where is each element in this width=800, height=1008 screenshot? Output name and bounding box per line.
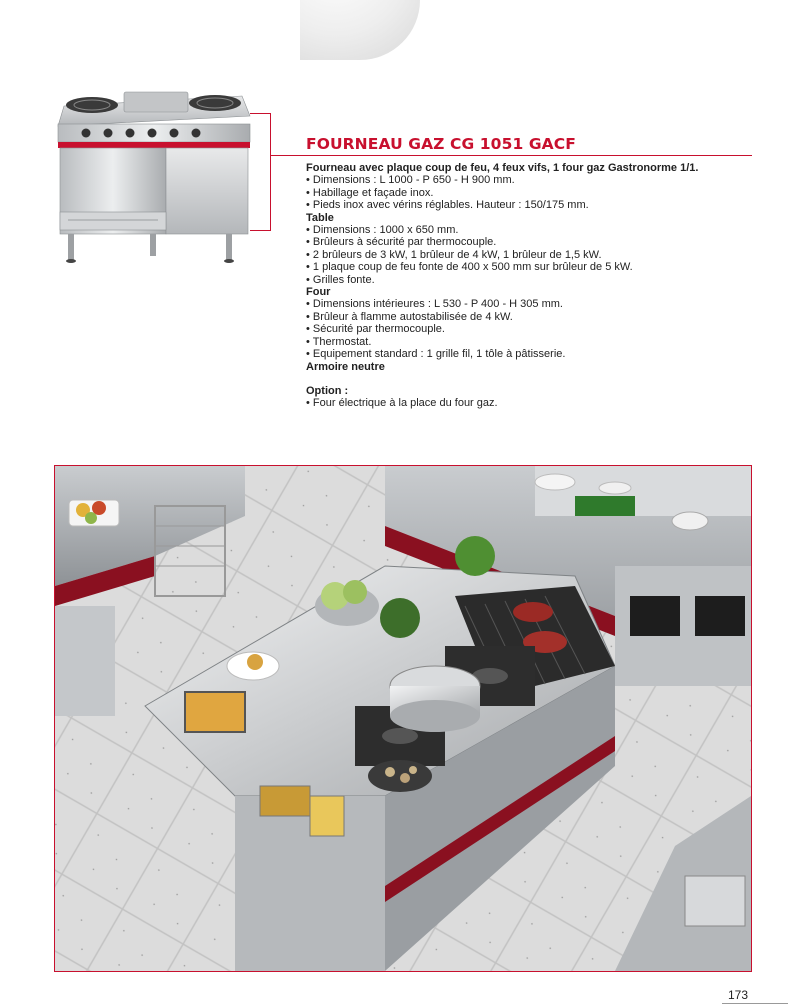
- spec-line: • 1 plaque coup de feu fonte de 400 x 500 mm sur brûleur de 5 kW.: [306, 261, 633, 274]
- spec-line: • Dimensions intérieures : L 530 - P 400 - H 305 mm.: [306, 298, 563, 311]
- spec-line: • Grilles fonte.: [306, 273, 375, 286]
- page-number: 173: [728, 988, 749, 1002]
- spec-heading: Four: [306, 286, 331, 299]
- callout-connector: [270, 155, 306, 156]
- spec-heading: Armoire neutre: [306, 360, 385, 373]
- callout-bracket: [250, 113, 271, 231]
- spec-line: • Dimensions : L 1000 - P 650 - H 900 mm.: [306, 174, 515, 187]
- spec-heading: Fourneau avec plaque coup de feu, 4 feux vifs, 1 four gaz Gastronorme 1/1.: [306, 162, 699, 174]
- spec-line: • 2 brûleurs de 3 kW, 1 brûleur de 4 kW, 1 brûleur de 1,5 kW.: [306, 248, 602, 261]
- spec-line: • Equipement standard : 1 grille fil, 1 tôle à pâtisserie.: [306, 348, 566, 361]
- spec-spacer: [306, 373, 752, 385]
- spec-heading: Table: [306, 211, 334, 224]
- kitchen-photo: [54, 465, 752, 972]
- spec-line: • Dimensions : 1000 x 650 mm.: [306, 224, 459, 237]
- spec-line: • Brûleur à flamme autostabilisée de 4 kW.: [306, 310, 513, 323]
- spec-line: • Brûleurs à sécurité par thermocouple.: [306, 236, 497, 249]
- spec-line: • Habillage et façade inox.: [306, 186, 434, 199]
- spec-line: • Four électrique à la place du four gaz.: [306, 397, 498, 410]
- product-title: FOURNEAU GAZ CG 1051 GACF: [306, 135, 576, 153]
- stove-photo: [50, 78, 260, 274]
- corner-decoration: [300, 0, 420, 60]
- page-number-rule: [722, 1003, 788, 1004]
- spec-line: • Pieds inox avec vérins réglables. Hauteur : 150/175 mm.: [306, 199, 589, 212]
- spec-line: • Sécurité par thermocouple.: [306, 323, 445, 336]
- spec-line: • Thermostat.: [306, 335, 372, 348]
- kitchen-scene: [55, 466, 751, 971]
- title-underline: [306, 155, 752, 156]
- spec-heading: Option :: [306, 384, 349, 397]
- product-specifications: [306, 162, 752, 410]
